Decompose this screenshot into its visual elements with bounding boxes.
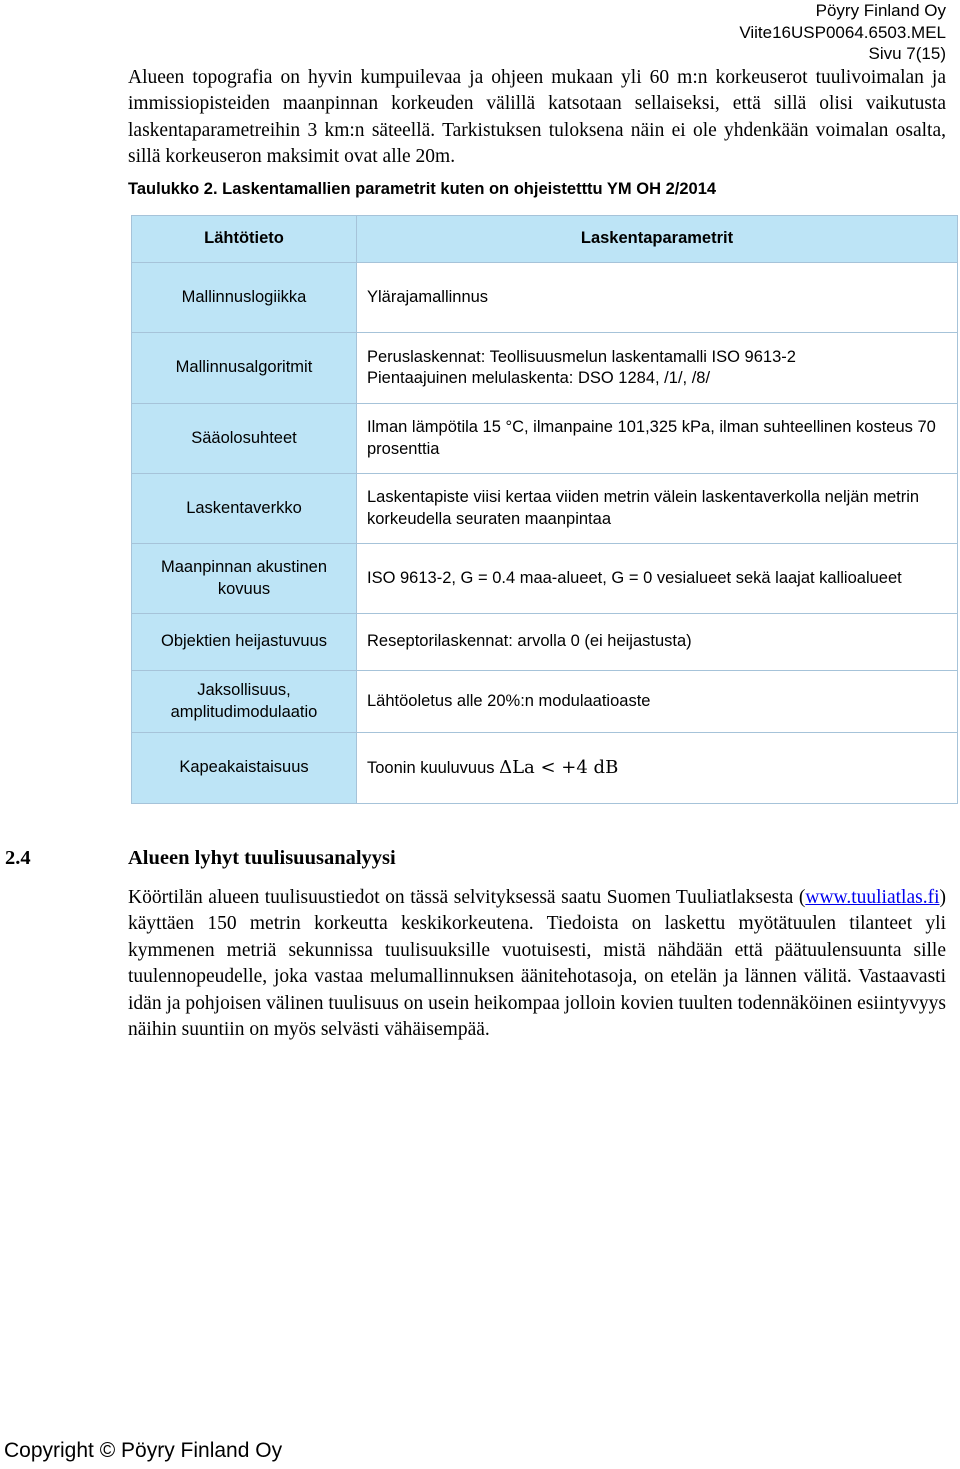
table-row: [132, 544, 958, 614]
row-parameter: [357, 733, 958, 804]
table-row: [132, 404, 958, 474]
page-header: [739, 0, 946, 65]
row-input: Maanpinnan akustinen kovuus: [132, 544, 357, 614]
row-parameter: Laskentapiste viisi kertaa viiden metrin välein laskentaverkolla neljän metrin korkeudella seuraten maanpintaa: [357, 474, 958, 544]
section-paragraph: [128, 885, 946, 1043]
tuuliatlas-link[interactable]: www.tuuliatlas.fi: [805, 887, 940, 908]
parameters-table: [131, 215, 958, 804]
row-parameter-line: Peruslaskennat: Teollisuusmelun laskentamalli ISO 9613-2: [367, 347, 796, 366]
row-input: Objektien heijastuvuus: [132, 614, 357, 671]
row-parameter: Lähtöoletus alle 20%:n modulaatioaste: [357, 671, 958, 733]
column-header-parameters: Laskentaparametrit: [357, 216, 958, 263]
intro-paragraph: Alueen topografia on hyvin kumpuilevaa ja ohjeen mukaan yli 60 m:n korkeuserot tuulivoimalan ja immissiopisteiden maanpinnan korkeuden välillä katsotaan sellaiseksi, että sillä olisi vaikutusta laskentaparametreihin 3 km:n säteellä. Tarkistuksen tuloksena näin ei ole yhdenkään voimalan osalta, sillä korkeuseron maksimit ovat alle 20m.: [128, 67, 946, 168]
table-row: [132, 733, 958, 804]
table-row: [132, 263, 958, 333]
row-parameter-symbol: ΔLa < +4 dB: [499, 756, 619, 778]
row-parameter: Ilman lämpötila 15 °C, ilmanpaine 101,325 kPa, ilman suhteellinen kosteus 70 prosenttia: [357, 404, 958, 474]
copyright-footer: Copyright © Pöyry Finland Oy: [4, 1439, 283, 1462]
column-header-input: Lähtötieto: [132, 216, 357, 263]
row-parameter: [357, 333, 958, 404]
row-parameter-text: Toonin kuuluvuus: [367, 758, 500, 777]
row-input: Kapeakaistaisuus: [132, 733, 357, 804]
section-text-end: ) käyttäen 150 metrin korkeutta keskikorkeutena. Tiedoista on laskettu myötätuulen tilanteet yli kymmenen metriä sekunnissa tuulisuuksille vuotuisesti, mistä nähdään että päätuulensuunta sille tuulennopeudelle, joka vastaa melumallinnuksen äänitehotasoja, on etelän ja lännen välitä. Vastaavasti idän ja pohjoisen välinen tuulisuus on usein heikompaa jolloin kovien tuulten todennäköinen esiintyvyys näihin suuntiin on myös selvästi vähäisempää.: [128, 887, 946, 1041]
section-text-start: Köörtilän alueen tuulisuustiedot on tässä selvityksessä saatu Suomen Tuuliatlaksesta (: [128, 887, 806, 908]
row-parameter-line: Pientaajuinen melulaskenta: DSO 1284, /1/, /8/: [367, 369, 711, 387]
section-number: 2.4: [5, 847, 31, 869]
table-header-row: [132, 216, 958, 263]
row-parameter: Reseptorilaskennat: arvolla 0 (ei heijastusta): [357, 614, 958, 671]
company-name: Pöyry Finland Oy: [815, 1, 946, 20]
row-input: Laskentaverkko: [132, 474, 357, 544]
row-input: Sääolosuhteet: [132, 404, 357, 474]
table-caption: Taulukko 2. Laskentamallien parametrit kuten on ohjeistetttu YM OH 2/2014: [128, 180, 717, 198]
table-row: [132, 474, 958, 544]
page-number: Sivu 7(15): [868, 44, 946, 63]
table-row: [132, 671, 958, 733]
document-reference: Viite16USP0064.6503.MEL: [739, 22, 946, 42]
table-row: [132, 614, 958, 671]
row-input: Jaksollisuus, amplitudimodulaatio: [132, 671, 357, 733]
row-input: Mallinnusalgoritmit: [132, 333, 357, 404]
table-row: [132, 333, 958, 404]
row-input: Mallinnuslogiikka: [132, 263, 357, 333]
row-parameter: ISO 9613-2, G = 0.4 maa-alueet, G = 0 vesialueet sekä laajat kallioalueet: [357, 544, 958, 614]
row-parameter: Ylärajamallinnus: [357, 263, 958, 333]
section-title: Alueen lyhyt tuulisuusanalyysi: [128, 847, 396, 869]
